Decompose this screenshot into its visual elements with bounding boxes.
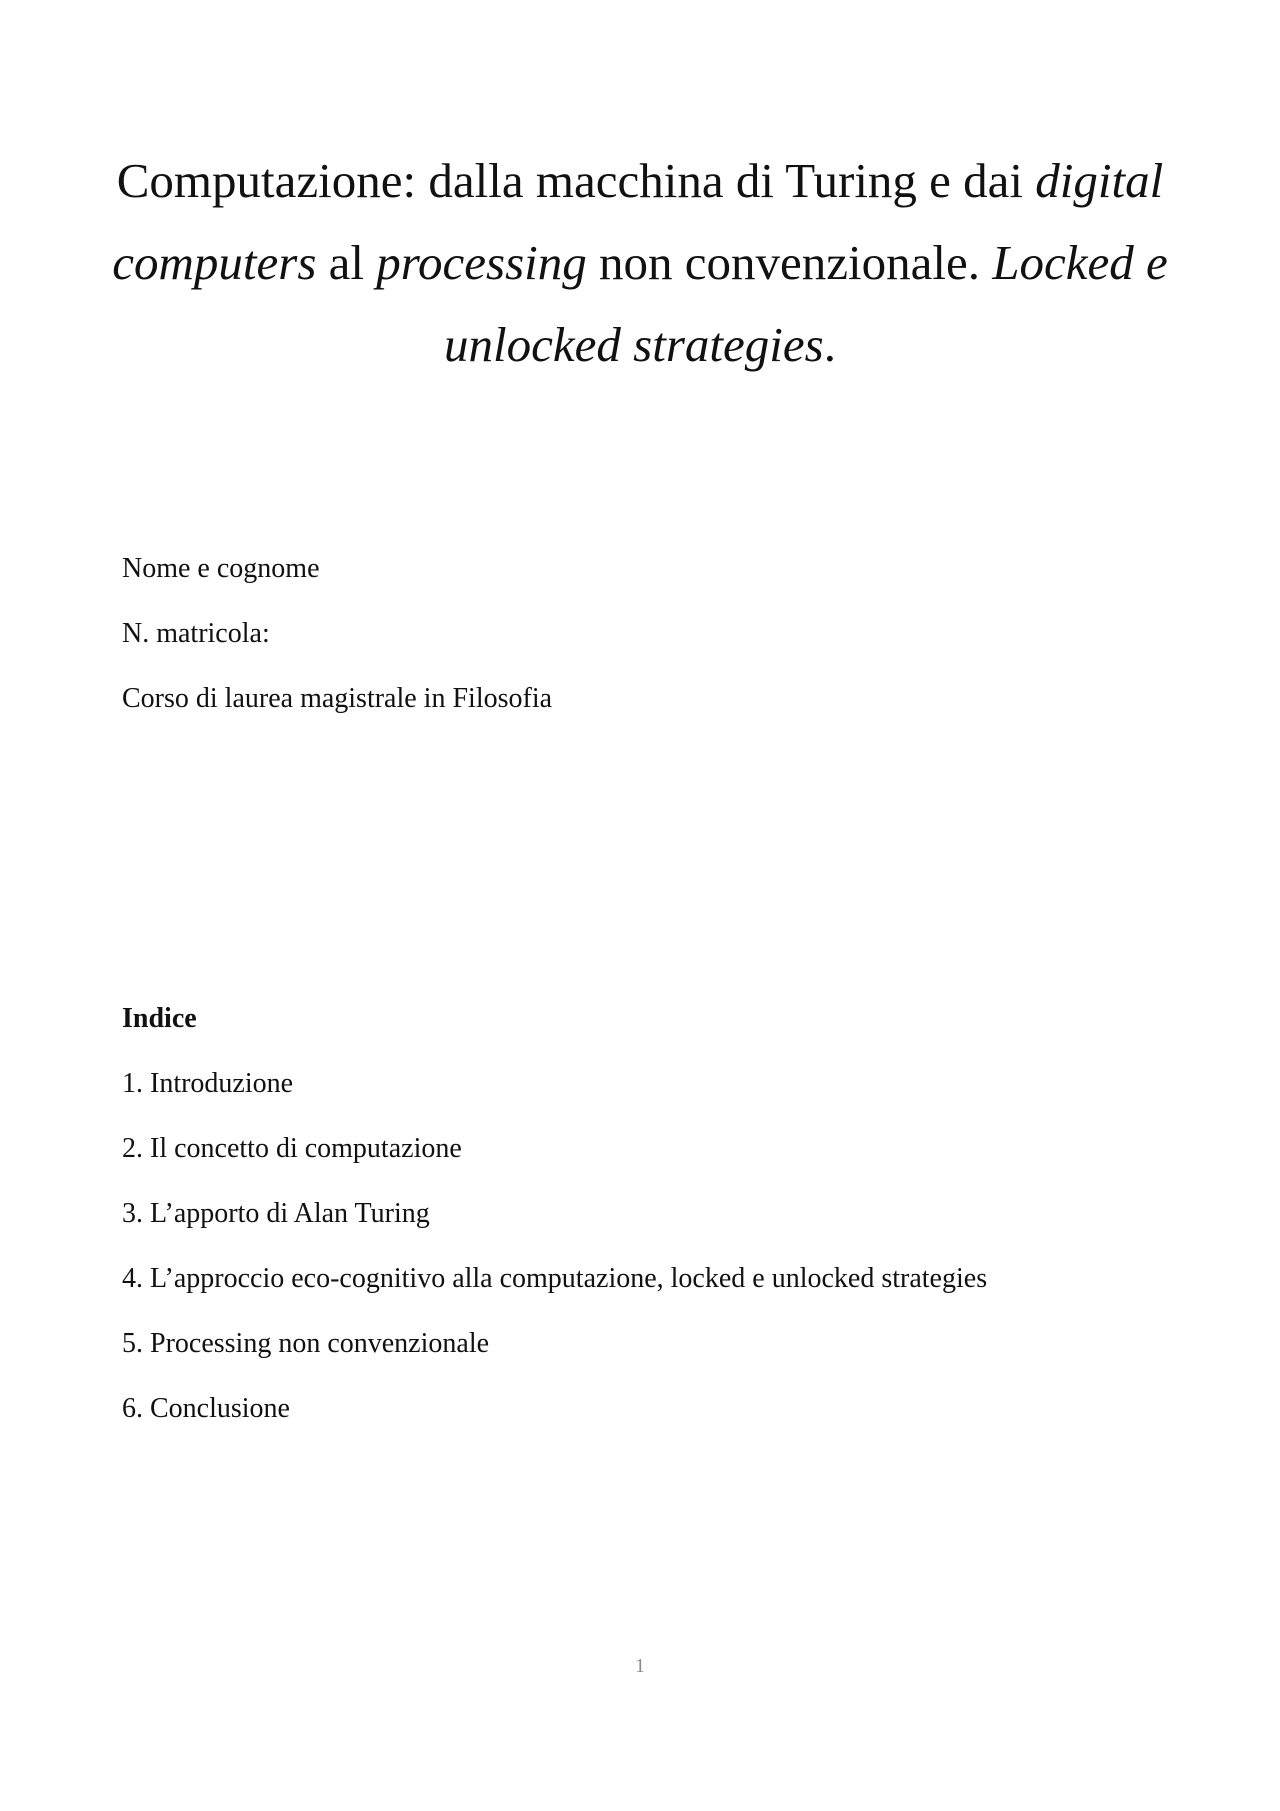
toc-list bbox=[122, 1051, 1222, 1441]
student-info bbox=[122, 536, 1022, 731]
toc-item-introduzione: 1. Introduzione bbox=[122, 1068, 294, 1099]
page-number: 1 bbox=[635, 1655, 645, 1677]
title-segment-italic: Locked e unlocked strategies bbox=[444, 235, 1168, 372]
course-label: Corso di laurea magistrale in Filosofia bbox=[122, 683, 553, 714]
toc-item-concetto-computazione: 2. Il concetto di computazione bbox=[122, 1133, 462, 1164]
matricola-label: N. matricola: bbox=[122, 618, 270, 649]
toc-item-approccio-eco-cognitivo: 4. L’approccio eco-cognitivo alla computazione, locked e unlocked strategies bbox=[122, 1263, 988, 1294]
title-segment: Computazione: dalla macchina di Turing e dai bbox=[116, 153, 1036, 208]
toc-item-apporto-turing: 3. L’apporto di Alan Turing bbox=[122, 1198, 430, 1229]
toc-heading: Indice bbox=[122, 1003, 197, 1034]
table-of-contents bbox=[122, 986, 1222, 1441]
title-segment-italic: digital computers bbox=[112, 153, 1164, 290]
name-label: Nome e cognome bbox=[122, 553, 320, 584]
toc-item-processing-non-convenzionale: 5. Processing non convenzionale bbox=[122, 1328, 490, 1359]
document-title bbox=[110, 140, 1170, 386]
title-segment-italic: processing bbox=[376, 235, 587, 290]
toc-item-conclusione: 6. Conclusione bbox=[122, 1393, 290, 1424]
title-segment: non convenzionale. bbox=[586, 235, 993, 290]
title-segment: al bbox=[316, 235, 377, 290]
title-segment: . bbox=[823, 317, 836, 372]
